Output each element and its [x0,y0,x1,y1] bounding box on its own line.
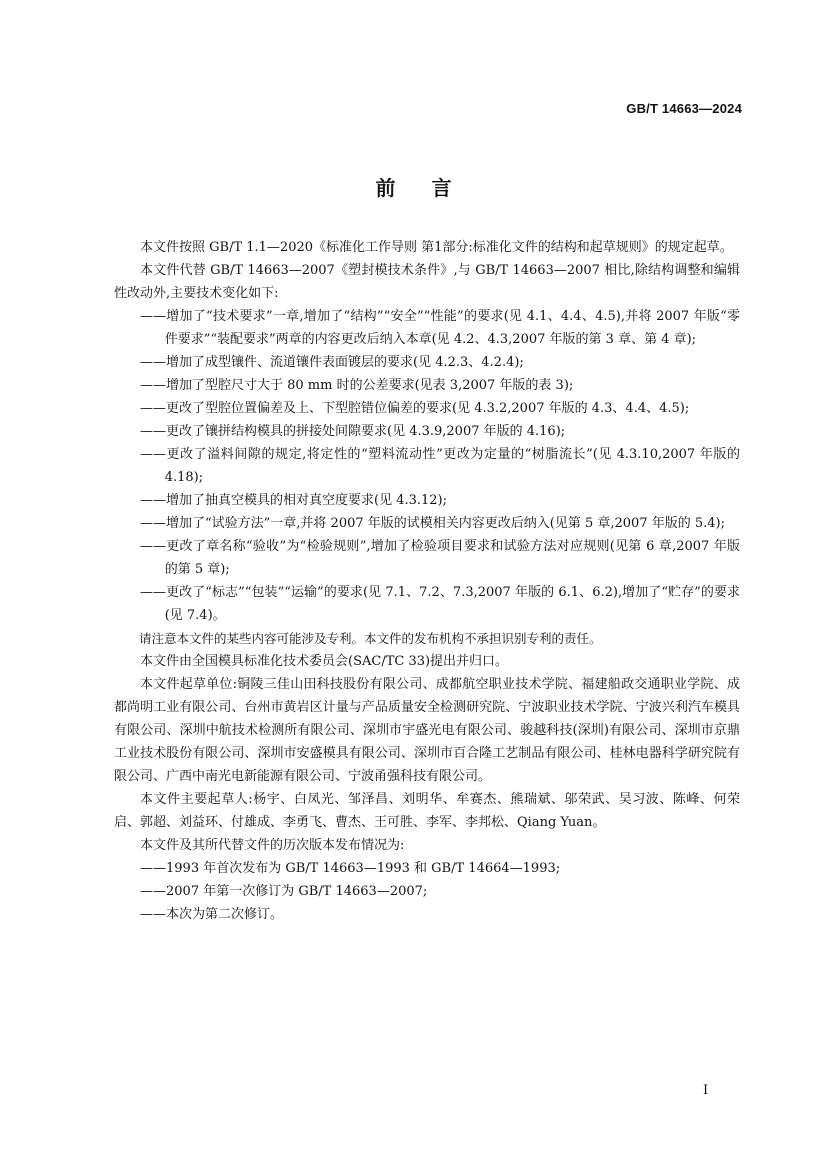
change-item: ——增加了型腔尺寸大于 80 mm 时的公差要求(见表 3,2007 年版的表 3); [140,378,574,393]
change-item: ——增加了成型镶件、流道镶件表面镀层的要求(见 4.2.3、4.2.4); [140,355,524,370]
change-item: ——更改了溢料间隙的规定,将定性的“塑料流动性”更改为定量的“树脂流长”(见 4.3.10,2007 年版的 4.18); [140,447,740,485]
change-item: ——更改了型腔位置偏差及上、下型腔错位偏差的要求(见 4.3.2,2007 年版的 4.3、4.4、4.5); [140,401,690,416]
change-item: ——更改了章名称“验收”为“检验规则”,增加了检验项目要求和试验方法对应规则(见第 6 章,2007 年版的第 5 章); [140,539,740,577]
change-item: ——增加了“技术要求”一章,增加了“结构”“安全”“性能”的要求(见 4.1、4.4、4.5),并将 2007 年版“零件要求”“装配要求”两章的内容更改后纳入本章(见 4.2、4.3,2007 年版的第 3 章、第 4 章); [140,309,740,347]
paragraph-proposal: 本文件由全国模具标准化技术委员会(SAC/TC 33)提出并归口。 [140,654,509,669]
history-item: ——2007 年第一次修订为 GB/T 14663—2007; [140,884,428,899]
patent-note: 请注意本文件的某些内容可能涉及专利。本文件的发布机构不承担识别专利的责任。 [139,631,602,646]
paragraph-drafters: 本文件主要起草人:杨宇、白凤光、邹泽昌、刘明华、牟赛杰、熊瑞斌、邬荣武、吴习波、陈峰、何荣启、郭超、刘益环、付雄成、李勇飞、曹杰、王可胜、李军、李邦松、Qiang Yuan。 [114,792,740,830]
foreword-body [114,236,740,926]
paragraph-drafting-units: 本文件起草单位:铜陵三佳山田科技股份有限公司、成都航空职业技术学院、福建船政交通职业学院、成都尚明工业有限公司、台州市黄岩区计量与产品质量安全检测研究院、宁波职业技术学院、宁波兴利汽车模具有限公司、深圳中航技术检测所有限公司、深圳市宇盛光电有限公司、骏越科技(深圳)有限公司、深圳市京鼎工业技术股份有限公司、深圳市安盛模具有限公司、深圳市百合隆工艺制品有限公司、桂林电器科学研究院有限公司、广西中南光电新能源有限公司、宁波甬强科技有限公司。 [114,677,740,784]
paragraph-replacement: 本文件代替 GB/T 14663—2007《塑封模技术条件》,与 GB/T 14663—2007 相比,除结构调整和编辑性改动外,主要技术变化如下: [114,263,740,301]
page-number: I [703,1083,709,1098]
standard-number: GB/T 14663—2024 [626,101,742,116]
page-title: 前言 [375,176,488,200]
change-item: ——更改了“标志”“包装”“运输”的要求(见 7.1、7.2、7.3,2007 年版的 6.1、6.2),增加了“贮存”的要求(见 7.4)。 [140,585,740,623]
history-item: ——本次为第二次修订。 [140,907,284,922]
change-item: ——更改了镶拼结构模具的拼接处间隙要求(见 4.3.9,2007 年版的 4.16); [140,424,566,439]
change-item: ——增加了“试验方法”一章,并将 2007 年版的试模相关内容更改后纳入(见第 5 章,2007 年版的 5.4); [140,516,725,531]
paragraph-drafting-rules: 本文件按照 GB/T 1.1—2020《标准化工作导则 第1部分:标准化文件的结构和起草规则》的规定起草。 [140,240,733,255]
history-item: ——1993 年首次发布为 GB/T 14663—1993 和 GB/T 14664—1993; [140,861,561,876]
change-item: ——增加了抽真空模具的相对真空度要求(见 4.3.12); [140,493,448,508]
paragraph-history-intro: 本文件及其所代替文件的历次版本发布情况为: [140,838,405,853]
